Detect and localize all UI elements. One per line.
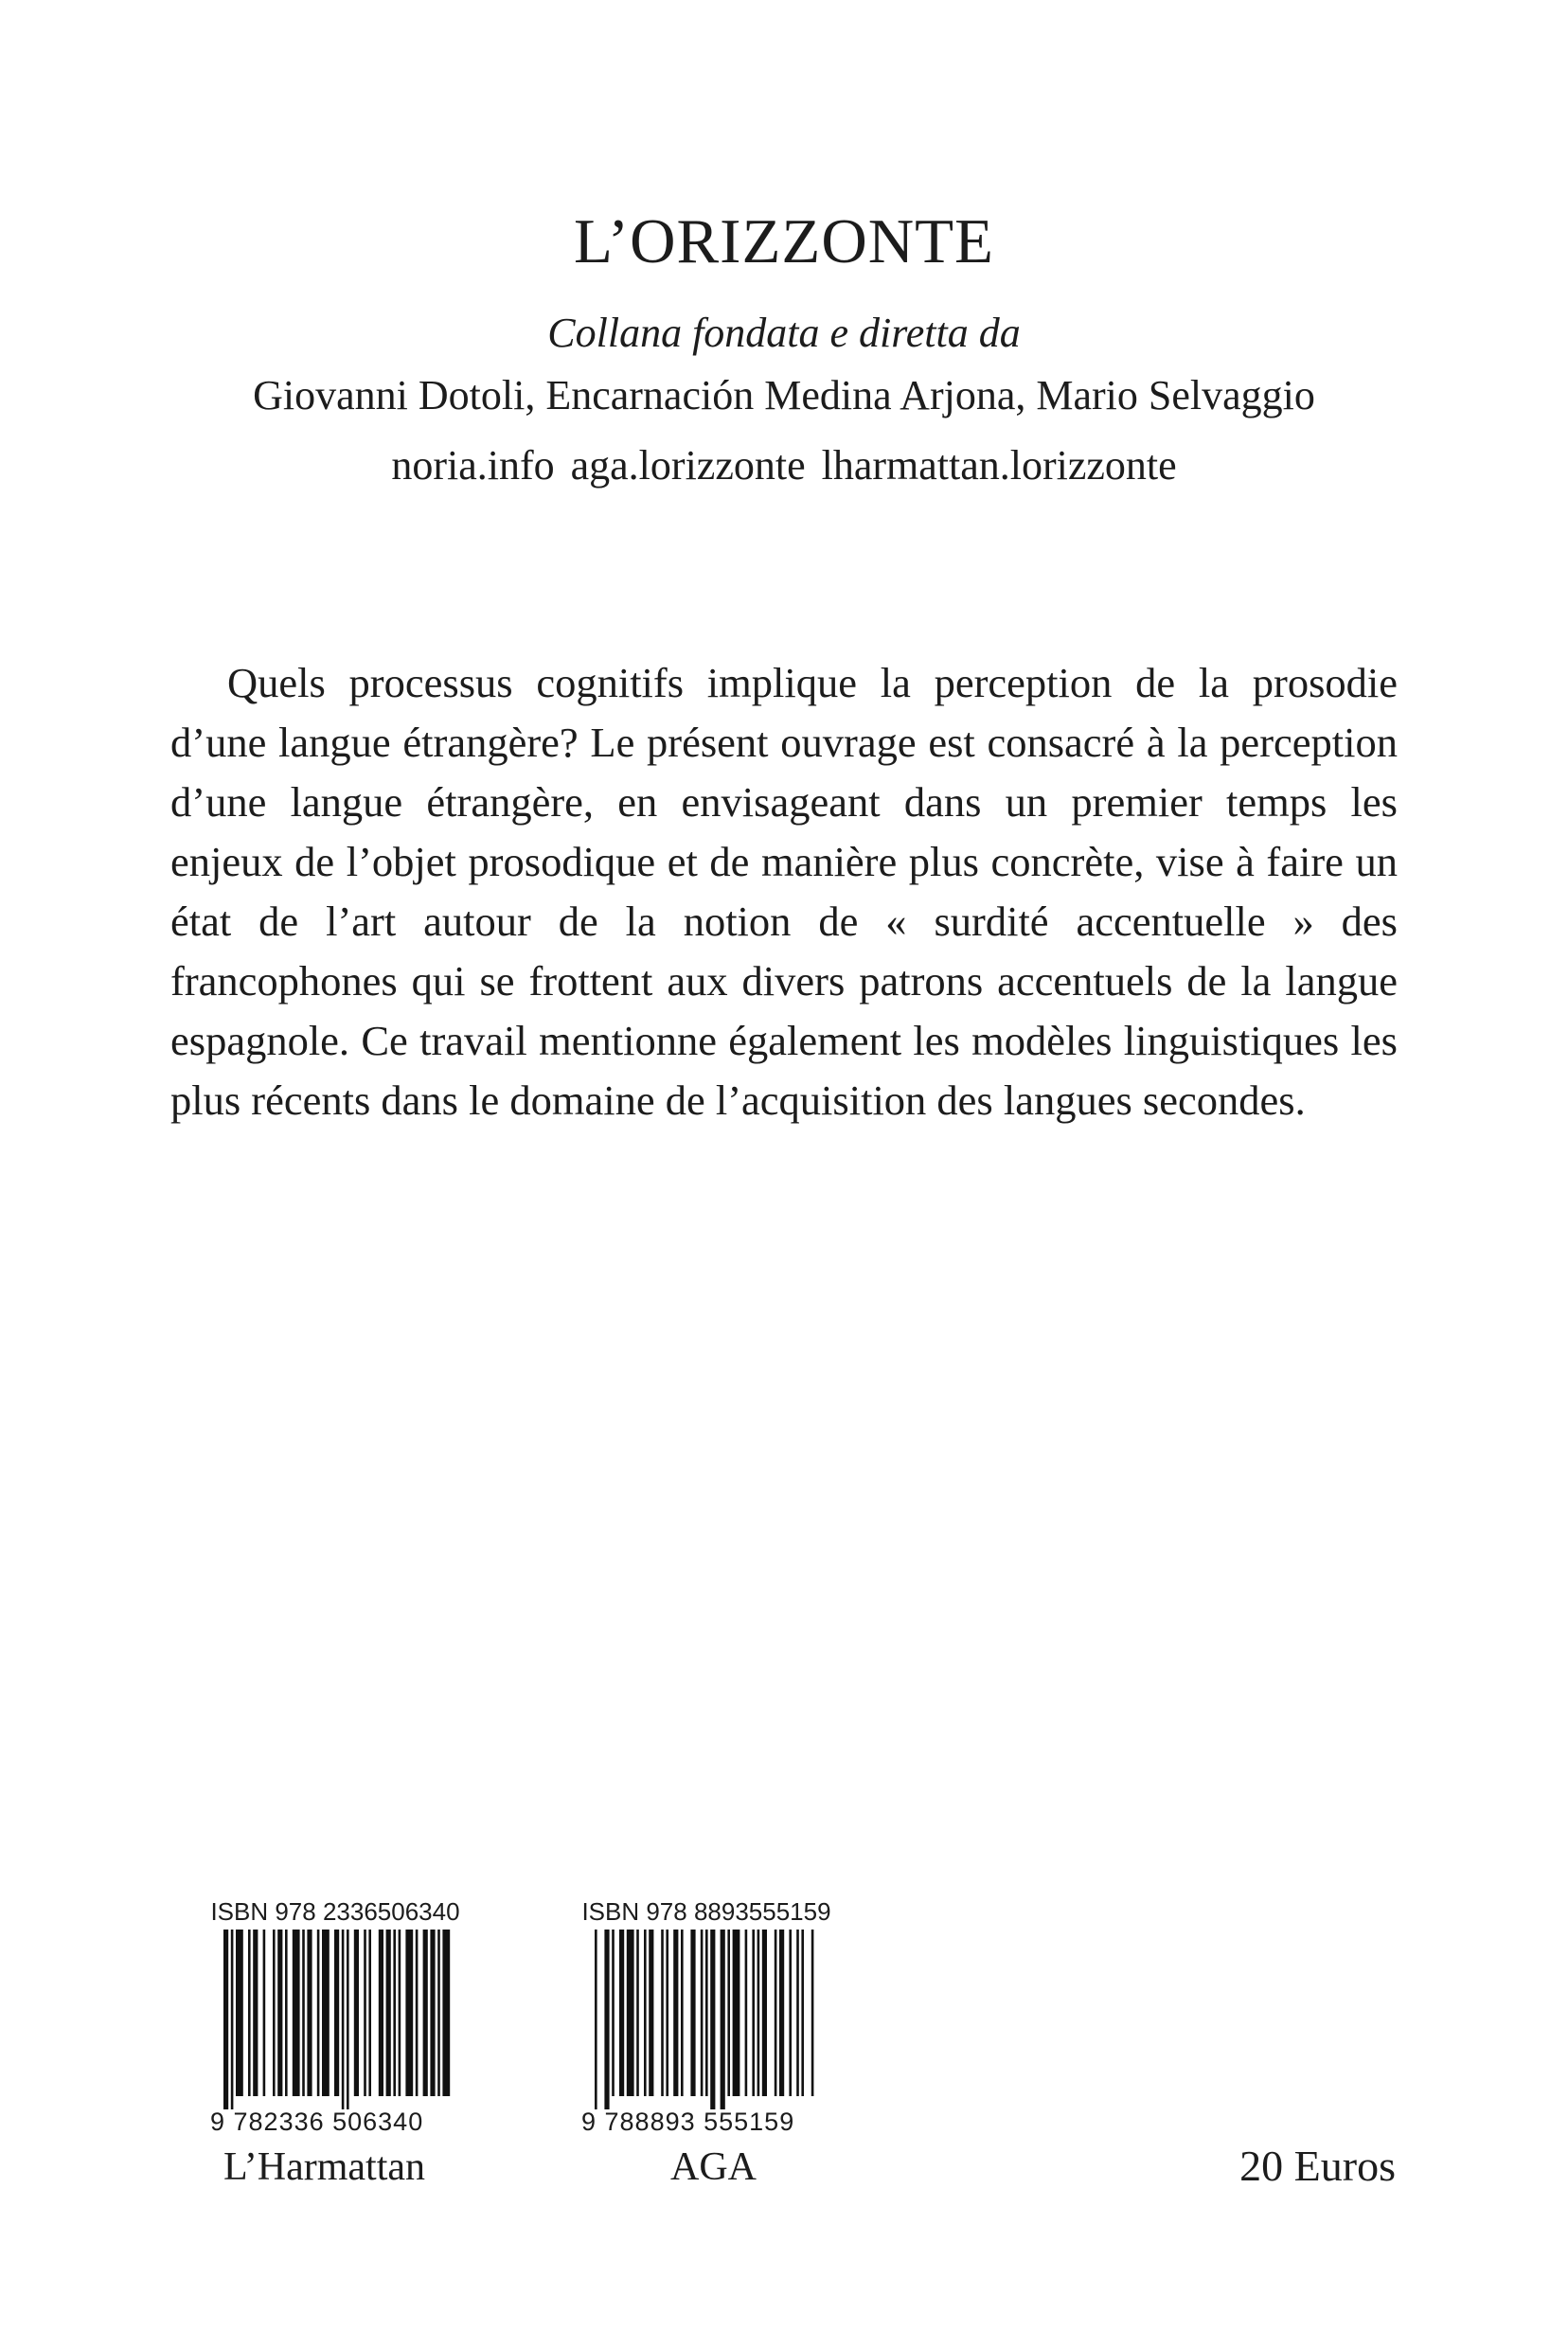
barcode-digits: 9 782336 506340 [210,2108,424,2136]
publisher-aga: AGA [670,2145,757,2189]
barcode-lharmattan [210,1897,460,2136]
series-editors: Giovanni Dotoli, Encarnación Medina Arjona, Mario Selvaggio [253,372,1315,418]
isbn-label: ISBN 978 8893555159 [581,1897,831,1926]
series-links: noria.info aga.lorizzonte lharmattan.lorizzonte [391,442,1177,489]
publisher-lharmattan: L’Harmattan [223,2145,426,2189]
back-cover-blurb: Quels processus cognitifs implique la perception de la prosodie d’une langue étrangère? Le présent ouvrage est consacré à la perception d’une langue étrangère, en envisageant dans un premier temps les enjeux de l’objet prosodique et de manière plus concrète, vise à faire un état de l’art autour de la notion de « surdité accentuelle » des francophones qui se frottent aux divers patrons accentuels de la langue espagnole. Ce travail mentionne également les modèles linguistiques les plus récents dans le domaine de l’acquisition des langues secondes. [170,659,1398,1124]
price-label: 20 Euros [1239,2142,1396,2190]
barcode-digits: 9 788893 555159 [581,2108,795,2136]
series-title: L’ORIZZONTE [574,206,994,276]
isbn-label: ISBN 978 2336506340 [210,1897,460,1926]
barcode-icon [581,1930,831,2109]
barcode-icon [210,1930,460,2109]
series-subtitle: Collana fondata e diretta da [547,310,1021,356]
barcode-aga [581,1897,831,2136]
